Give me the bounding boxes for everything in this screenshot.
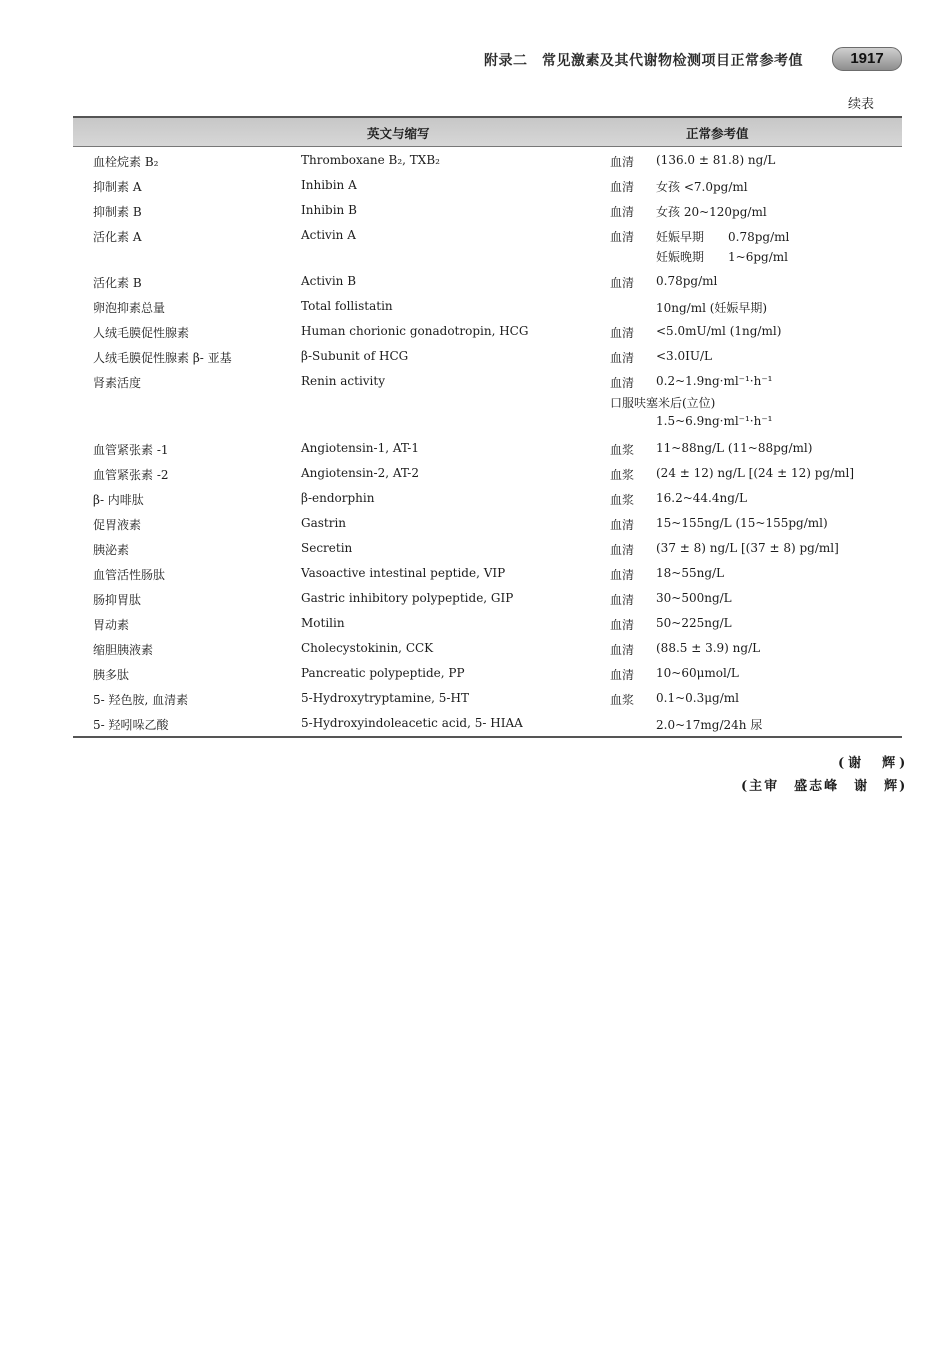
continued-label: 续表 bbox=[848, 97, 875, 112]
english-name: Angiotensin-2, AT-2 bbox=[301, 466, 419, 480]
reviewer-credit: (主审 盛志峰 谢 辉) bbox=[741, 779, 908, 794]
table-row bbox=[73, 712, 902, 737]
reference-value: 15~155ng/L (15~155pg/ml) bbox=[656, 516, 828, 530]
sample-type: 血清 bbox=[610, 376, 635, 390]
hormone-name: 缩胆胰液素 bbox=[93, 643, 154, 657]
sample-type: 血清 bbox=[610, 518, 635, 532]
table-row bbox=[73, 587, 902, 612]
reference-value: 18~55ng/L bbox=[656, 566, 725, 580]
reference-value: 0.1~0.3μg/ml bbox=[656, 691, 739, 705]
table-row bbox=[73, 174, 902, 199]
table-row bbox=[73, 295, 902, 320]
sample-type: 血浆 bbox=[610, 468, 635, 482]
table-row bbox=[73, 345, 902, 370]
english-name: Activin A bbox=[301, 228, 356, 242]
reference-value: 50~225ng/L bbox=[656, 616, 732, 630]
reference-value: 0.78pg/ml bbox=[656, 274, 718, 288]
english-name: Cholecystokinin, CCK bbox=[301, 641, 434, 655]
sample-type: 血清 bbox=[610, 543, 635, 557]
table-row bbox=[73, 437, 902, 462]
english-name: Total follistatin bbox=[301, 299, 393, 313]
reference-value: 10ng/ml (妊娠早期) bbox=[656, 301, 768, 315]
english-name: Inhibin B bbox=[301, 203, 357, 217]
hormone-name: 血管紧张素 -2 bbox=[93, 468, 169, 482]
sample-type: 血浆 bbox=[610, 493, 635, 507]
reference-value: 女孩 <7.0pg/ml bbox=[656, 180, 748, 194]
reference-value: (24 ± 12) ng/L [(24 ± 12) pg/ml] bbox=[656, 466, 855, 480]
english-name: Secretin bbox=[301, 541, 353, 555]
table-row bbox=[73, 224, 902, 270]
running-header bbox=[484, 47, 904, 71]
sample-type: 血清 bbox=[610, 593, 635, 607]
english-name: Activin B bbox=[301, 274, 357, 288]
hormone-name: 肠抑胃肽 bbox=[93, 593, 142, 607]
page-number-badge: 1917 bbox=[832, 47, 902, 71]
reference-value: (37 ± 8) ng/L [(37 ± 8) pg/ml] bbox=[656, 541, 839, 555]
table-header-row bbox=[73, 116, 902, 147]
reference-value-secondary: 1.5~6.9ng·ml⁻¹·h⁻¹ bbox=[656, 414, 773, 428]
table-row bbox=[73, 562, 902, 587]
sample-type: 血清 bbox=[610, 205, 635, 219]
hormone-name: 人绒毛膜促性腺素 β- 亚基 bbox=[93, 351, 232, 365]
sample-type: 血清 bbox=[610, 668, 635, 682]
table-row bbox=[73, 662, 902, 687]
english-name: 5-Hydroxytryptamine, 5-HT bbox=[301, 691, 469, 705]
sample-type: 血清 bbox=[610, 618, 635, 632]
table-row bbox=[73, 370, 902, 437]
table-row bbox=[73, 149, 902, 174]
reference-value: (136.0 ± 81.8) ng/L bbox=[656, 153, 776, 167]
hormone-name: 卵泡抑素总量 bbox=[93, 301, 166, 315]
hormone-name: 血管紧张素 -1 bbox=[93, 443, 169, 457]
table-row bbox=[73, 687, 902, 712]
hormone-name: 血栓烷素 B₂ bbox=[93, 155, 159, 169]
hormone-name: 抑制素 A bbox=[93, 180, 142, 194]
reference-value: 2.0~17mg/24h 尿 bbox=[656, 718, 763, 732]
sample-type: 血清 bbox=[610, 326, 635, 340]
table-row bbox=[73, 637, 902, 662]
hormone-name: 胰多肽 bbox=[93, 668, 130, 682]
sample-type: 血清 bbox=[610, 276, 635, 290]
reference-value: 11~88ng/L (11~88pg/ml) bbox=[656, 441, 813, 455]
hormone-name: 活化素 B bbox=[93, 276, 142, 290]
col-header-english: 英文与缩写 bbox=[367, 126, 430, 141]
hormone-name: 胃动素 bbox=[93, 618, 130, 632]
reference-value: 0.2~1.9ng·ml⁻¹·h⁻¹ bbox=[656, 374, 773, 388]
hormone-name: 促胃液素 bbox=[93, 518, 142, 532]
reference-value: (88.5 ± 3.9) ng/L bbox=[656, 641, 761, 655]
reference-value: 10~60μmol/L bbox=[656, 666, 739, 680]
english-name: β-endorphin bbox=[301, 491, 375, 505]
english-name: Thromboxane B₂, TXB₂ bbox=[301, 153, 440, 167]
reference-value: 30~500ng/L bbox=[656, 591, 732, 605]
table-row bbox=[73, 612, 902, 637]
sample-type: 血清 bbox=[610, 568, 635, 582]
hormone-name: 人绒毛膜促性腺素 bbox=[93, 326, 190, 340]
hormone-name: 肾素活度 bbox=[93, 376, 142, 390]
sample-type: 血浆 bbox=[610, 693, 635, 707]
table-row bbox=[73, 199, 902, 224]
hormone-name: β- 内啡肽 bbox=[93, 493, 144, 507]
sample-type: 血清 bbox=[610, 230, 635, 244]
reference-table bbox=[73, 116, 902, 732]
table-row bbox=[73, 512, 902, 537]
chapter-title: 附录二 常见激素及其代谢物检测项目正常参考值 bbox=[484, 53, 803, 69]
reference-value: <5.0mU/ml (1ng/ml) bbox=[656, 324, 782, 338]
table-row bbox=[73, 270, 902, 295]
table-bottom-rule bbox=[73, 736, 902, 738]
sample-type: 血清 bbox=[610, 180, 635, 194]
table-row bbox=[73, 537, 902, 562]
hormone-name: 抑制素 B bbox=[93, 205, 142, 219]
english-name: Motilin bbox=[301, 616, 345, 630]
hormone-name: 5- 羟色胺, 血清素 bbox=[93, 693, 189, 707]
english-name: 5-Hydroxyindoleacetic acid, 5- HIAA bbox=[301, 716, 523, 730]
hormone-name: 活化素 A bbox=[93, 230, 142, 244]
english-name: β-Subunit of HCG bbox=[301, 349, 409, 363]
table-row bbox=[73, 320, 902, 345]
reference-value: 妊娠早期 0.78pg/ml bbox=[656, 230, 790, 244]
english-name: Inhibin A bbox=[301, 178, 357, 192]
reference-value: 女孩 20~120pg/ml bbox=[656, 205, 767, 219]
english-name: Human chorionic gonadotropin, HCG bbox=[301, 324, 529, 338]
hormone-name: 血管活性肠肽 bbox=[93, 568, 166, 582]
english-name: Renin activity bbox=[301, 374, 385, 388]
reference-note: 口服呋塞米后(立位) bbox=[610, 396, 716, 410]
hormone-name: 5- 羟吲哚乙酸 bbox=[93, 718, 169, 732]
sample-type: 血清 bbox=[610, 155, 635, 169]
reference-value: 16.2~44.4ng/L bbox=[656, 491, 747, 505]
author-credit: (谢 辉) bbox=[838, 756, 910, 771]
reference-value: <3.0IU/L bbox=[656, 349, 713, 363]
sample-type: 血浆 bbox=[610, 443, 635, 457]
english-name: Pancreatic polypeptide, PP bbox=[301, 666, 465, 680]
sample-type: 血清 bbox=[610, 643, 635, 657]
table-row bbox=[73, 487, 902, 512]
english-name: Gastrin bbox=[301, 516, 347, 530]
english-name: Gastric inhibitory polypeptide, GIP bbox=[301, 591, 514, 605]
reference-value-secondary: 妊娠晚期 1~6pg/ml bbox=[656, 250, 788, 264]
col-header-reference: 正常参考值 bbox=[686, 126, 749, 141]
table-row bbox=[73, 462, 902, 487]
english-name: Angiotensin-1, AT-1 bbox=[301, 441, 419, 455]
english-name: Vasoactive intestinal peptide, VIP bbox=[301, 566, 506, 580]
sample-type: 血清 bbox=[610, 351, 635, 365]
hormone-name: 胰泌素 bbox=[93, 543, 130, 557]
